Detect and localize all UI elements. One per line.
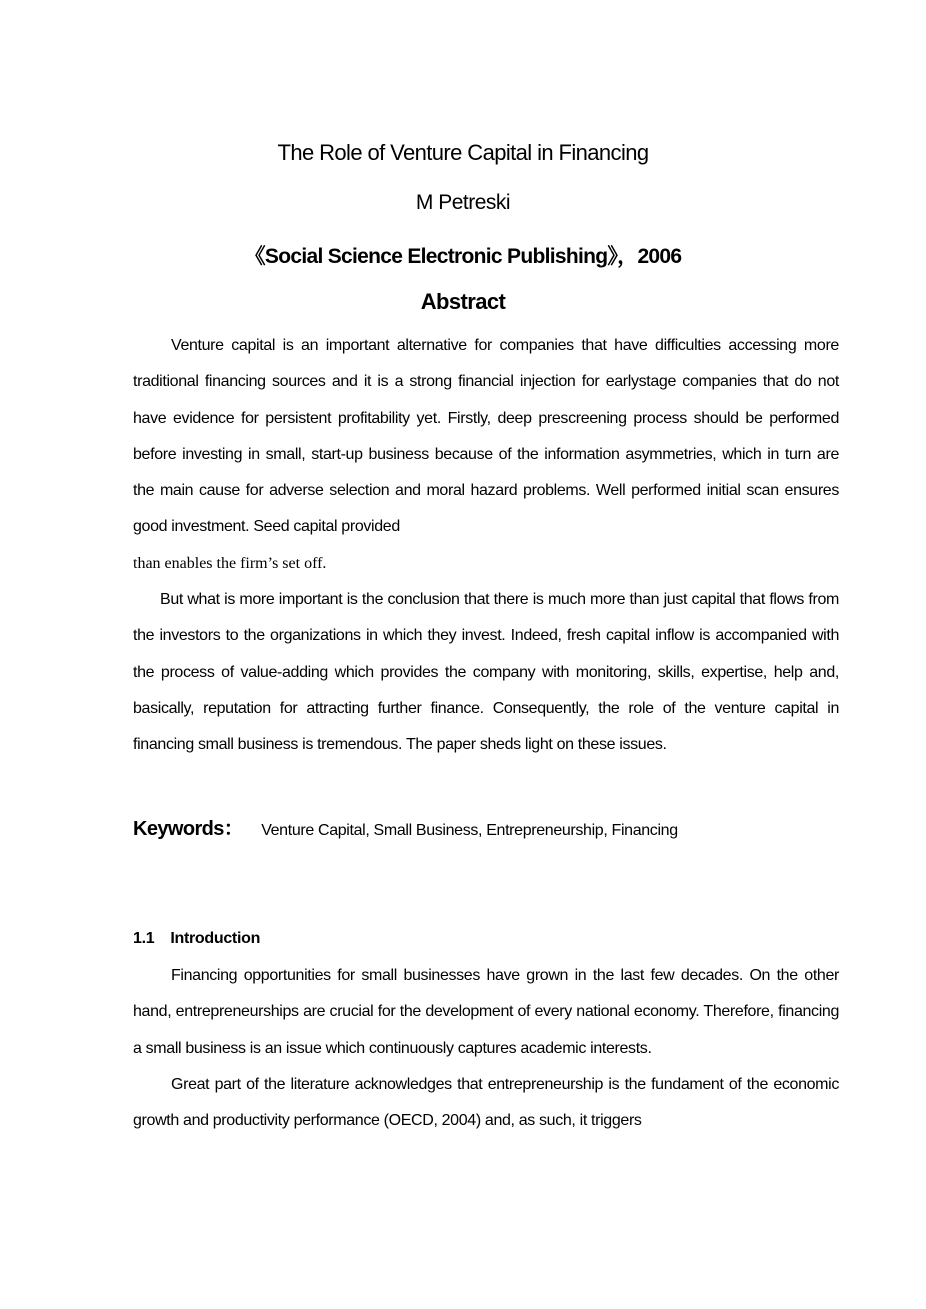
introduction-body bbox=[133, 958, 839, 1139]
keywords-line bbox=[133, 812, 839, 841]
abstract-body bbox=[133, 328, 839, 582]
intro-paragraph-1: Financing opportunities for small businesses have grown in the last few decades. On the other hand, entrepreneurships are crucial for the development of every national economy. Therefore, financing a small business is an issue which continuously captures academic interests. bbox=[133, 967, 839, 1057]
keywords-values: Venture Capital, Small Business, Entrepreneurship, Financing bbox=[261, 822, 678, 839]
abstract-paragraph-2: But what is more important is the conclusion that there is much more than just capital that flows from the investors to the organizations in which they invest. Indeed, fresh capital inflow is accompanied with the process of value-adding which provides the company with monitoring, skills, expertise, help and, basically, reputation for attracting further finance. Consequently, the role of the venture capital in financing small business is tremendous. The paper sheds light on these issues. bbox=[133, 591, 839, 754]
abstract-body-second bbox=[133, 582, 839, 763]
journal-citation: 《Social Science Electronic Publishing》，2006 bbox=[244, 245, 682, 268]
abstract-paragraph-1: Venture capital is an important alternative for companies that have difficulties accessing more traditional financing sources and it is a strong financial injection for earlystage companies that do not have evidence for persistent profitability yet. Firstly, deep prescreening process should be performed before investing in small, start-up business because of the information asymmetries, which in turn are the main cause for adverse selection and moral hazard problems. Well performed initial scan ensures good investment. Seed capital provided bbox=[133, 337, 839, 536]
paper-author: M Petreski bbox=[415, 191, 511, 214]
section-number: 1.1 bbox=[133, 930, 155, 947]
keywords-label: Keywords： bbox=[133, 818, 244, 840]
section-heading bbox=[133, 930, 260, 948]
section-title: Introduction bbox=[170, 930, 261, 947]
paper-title: The Role of Venture Capital in Financing bbox=[277, 140, 649, 165]
abstract-heading: Abstract bbox=[420, 289, 506, 314]
intro-paragraph-2: Great part of the literature acknowledges that entrepreneurship is the fundament of the economic growth and productivity performance (OECD, 2004) and, as such, it triggers bbox=[133, 1075, 839, 1130]
abstract-paragraph-1-continuation: than enables the firm’s set off. bbox=[133, 554, 327, 572]
